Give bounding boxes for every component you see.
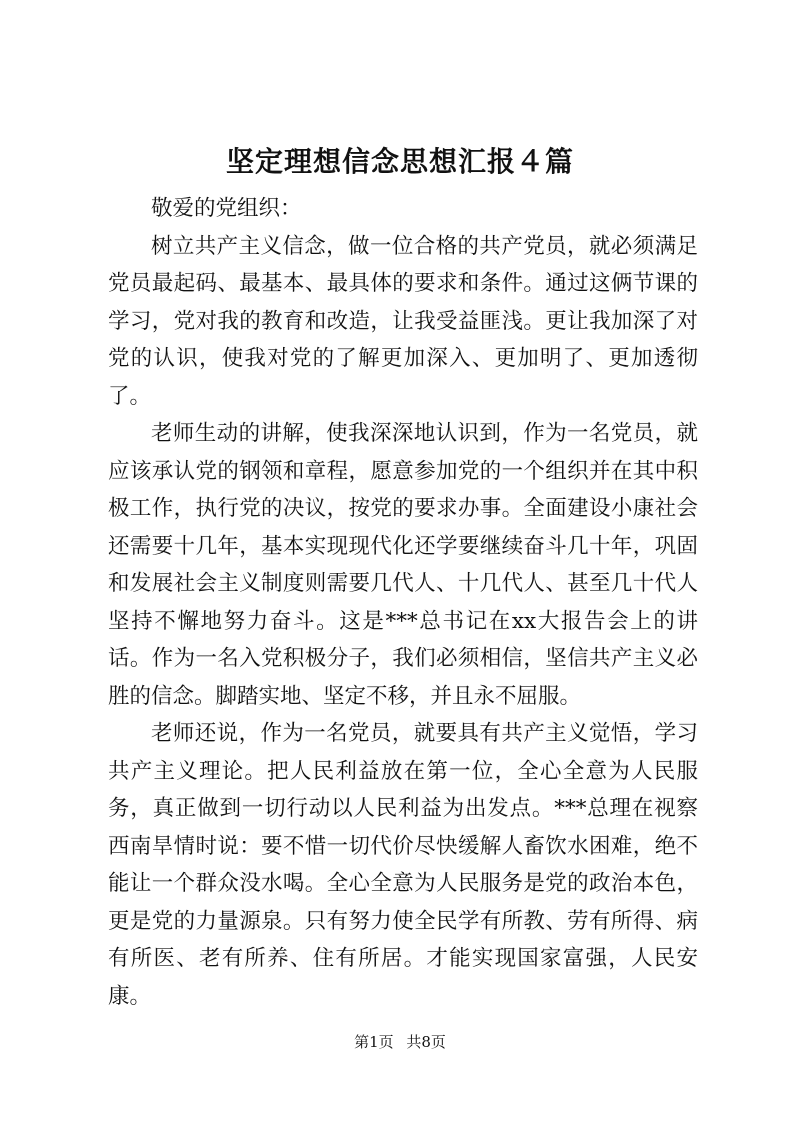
page-footer bbox=[0, 1032, 800, 1052]
paragraph-1: 树立共产主义信念，做一位合格的共产党员，就必须满足党员最起码、最基本、最具体的要求和条件。通过这俩节课的学习，党对我的教育和改造，让我受益匪浅。更让我加深了对党的认识，使我对党的了解更加深入、更加明了、更加透彻了。 bbox=[108, 233, 698, 409]
document-body bbox=[108, 190, 698, 1015]
page-number: 第1页 bbox=[354, 1033, 394, 1051]
salutation: 敬爱的党组织： bbox=[151, 196, 302, 221]
paragraph-2: 老师生动的讲解，使我深深地认识到，作为一名党员，就应该承认党的钢领和章程，愿意参加党的一个组织并在其中积极工作，执行党的决议，按党的要求办事。全面建设小康社会还需要十几年，基本实现现代化还学要继续奋斗几十年，巩固和发展社会主义制度则需要几代人、十几代人、甚至几十代人坚持不懈地努力奋斗。这是***总书记在xx大报告会上的讲话。作为一名入党积极分子，我们必须相信，坚信共产主义必胜的信念。脚踏实地、坚定不移，并且永不屈服。 bbox=[108, 421, 698, 709]
document-title: 坚定理想信念思想汇报４篇 bbox=[225, 145, 574, 178]
paragraph-3: 老师还说，作为一名党员，就要具有共产主义觉悟，学习共产主义理论。把人民利益放在第一位，全心全意为人民服务，真正做到一切行动以人民利益为出发点。***总理在视察西南旱情时说：要不惜一切代价尽快缓解人畜饮水困难，绝不能让一个群众没水喝。全心全意为人民服务是党的政治本色，更是党的力量源泉。只有努力使全民学有所教、劳有所得、病有所医、老有所养、住有所居。才能实现国家富强，人民安康。 bbox=[108, 721, 698, 1009]
page-total: 共8页 bbox=[406, 1033, 446, 1051]
